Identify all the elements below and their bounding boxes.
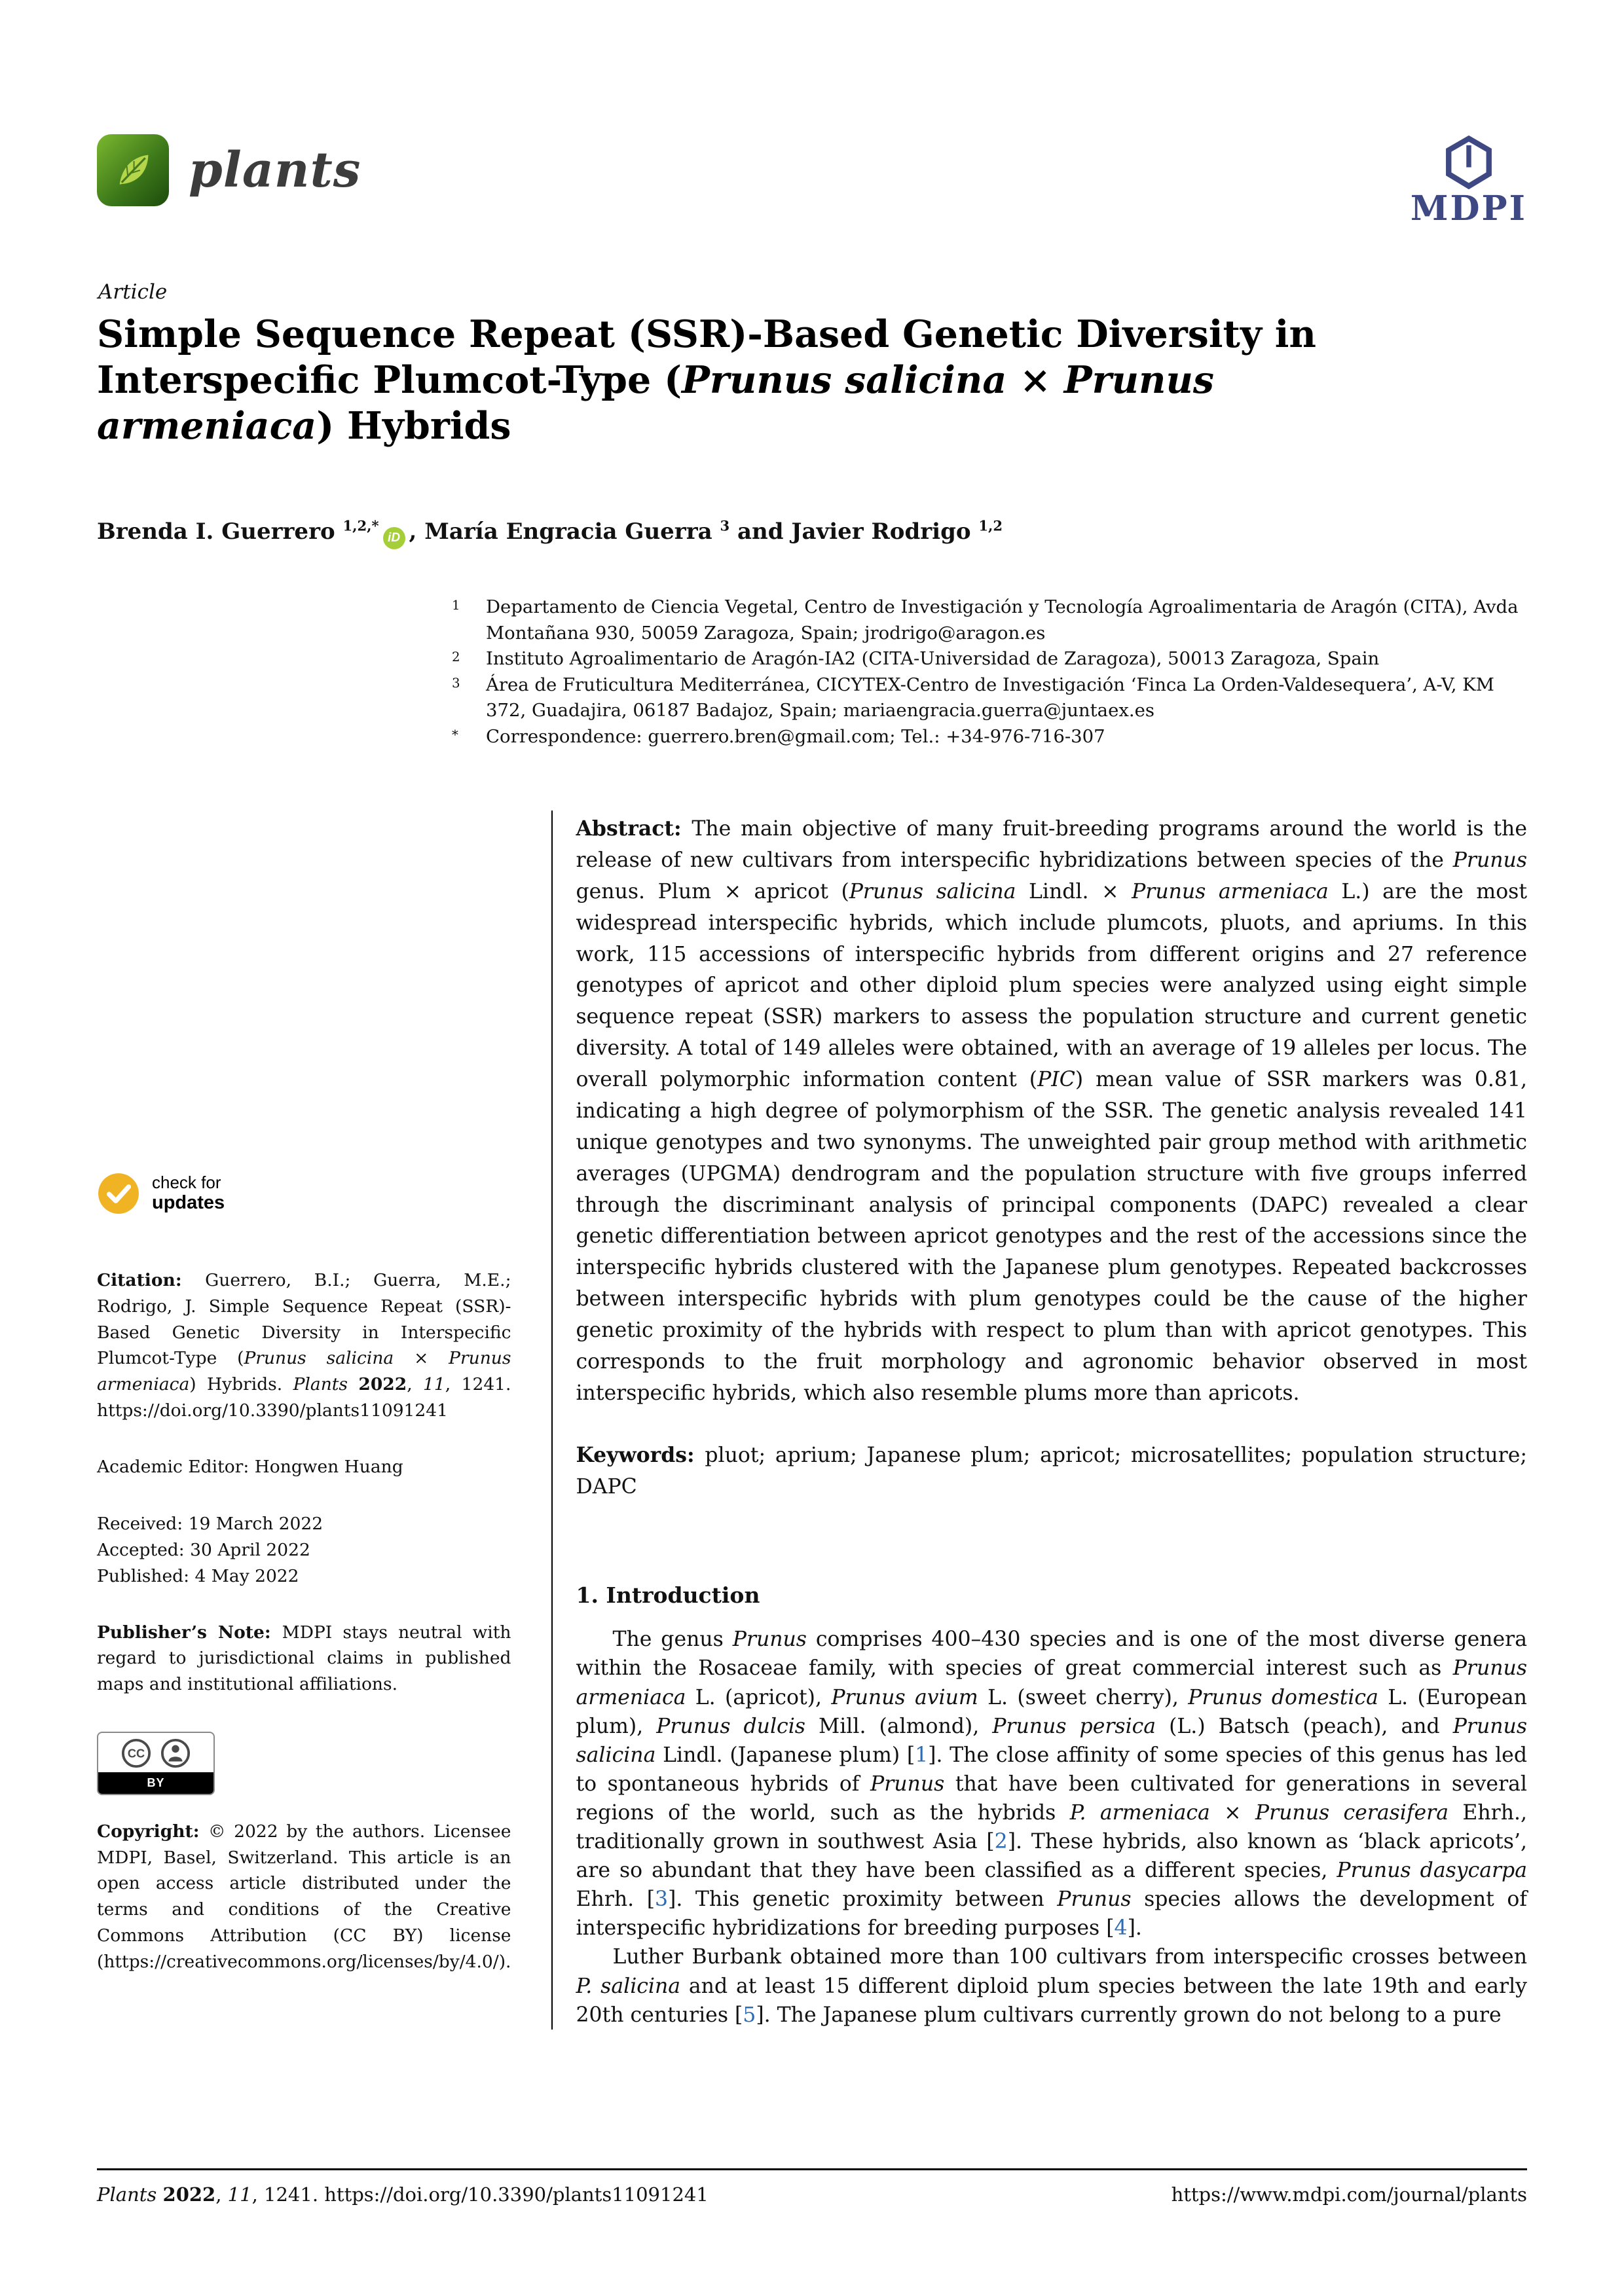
affiliation-number: 3 (452, 675, 460, 691)
intro-paragraph-2: Luther Burbank obtained more than 100 cultivars from interspecific crosses between P. salicina and at least 15 different diploid plum species between the late 19th and early 20th centuries [5]. The Japanese plum cultivars currently grown do not belong to a pure (576, 1945, 1527, 2027)
svg-text:CC: CC (127, 1747, 145, 1760)
academic-editor: Academic Editor: Hongwen Huang (97, 1456, 403, 1477)
cc-by-label: BY (98, 1772, 213, 1794)
history-dates (97, 1511, 511, 1589)
correspondence-row (452, 724, 1531, 750)
orcid-icon[interactable]: iD (383, 527, 405, 549)
copyright-block: Copyright: © 2022 by the authors. Licensee MDPI, Basel, Switzerland. This article is an open access article distributed under the terms and conditions of the Creative Commons Attribution (CC BY) license (https://creativecommons.org/licenses/by/4.0/). (97, 1821, 511, 1972)
reference-link[interactable]: 3 (654, 1887, 669, 1912)
intro-paragraph-1: The genus Prunus comprises 400–430 species and is one of the most diverse genera within the Rosaceae family, with species of great commercial interest such as Prunus armeniaca L. (apricot), Prunus avium L. (sweet cherry), Prunus domestica L. (European plum), Prunus dulcis Mill. (almond), Prunus persica (L.) Batsch (peach), and Prunus salicina Lindl. (Japanese plum) [1]. The close affinity of some species of this genus has led to spontaneous hybrids of Prunus that have been cultivated for generations in several regions of the world, such as the hybrids P. armeniaca × Prunus cerasifera Ehrh., traditionally grown in southwest Asia [2]. These hybrids, also known as ‘black apricots’, are so abundant that they have been classified as a different species, Prunus dasycarpa Ehrh. [3]. This genetic proximity between Prunus species allows the development of interspecific hybridizations for breeding purposes [4]. (576, 1628, 1528, 1941)
author-names-1: Brenda I. Guerrero $^{1,2,*}$ (97, 517, 379, 545)
left-sidebar (97, 811, 511, 2030)
reference-link[interactable]: 4 (1114, 1916, 1128, 1941)
author-line (97, 519, 1003, 549)
journal-name: plants (189, 142, 361, 198)
check-updates-line1: check for (152, 1173, 221, 1193)
accepted-date: Accepted: 30 April 2022 (97, 1540, 310, 1560)
publishers-note: Publisher’s Note: MDPI stays neutral with regard to jurisdictional claims in published maps and institutional affiliations. (97, 1622, 511, 1694)
page-header (97, 134, 1527, 226)
check-icon (97, 1172, 140, 1215)
main-column (551, 811, 1527, 2030)
mdpi-wordmark: MDPI (1410, 189, 1527, 228)
article-type-label: Article (98, 280, 168, 304)
reference-link[interactable]: 1 (915, 1743, 929, 1767)
affiliation-number: 2 (452, 649, 460, 665)
citation-block: Citation: Guerrero, B.I.; Guerra, M.E.; Rodrigo, J. Simple Sequence Repeat (SSR)-Based Genetic Diversity in Interspecific Plumcot-Type (Prunus salicina × Prunus armeniaca) Hybrids. Plants 2022, 11, 1241. https://doi.org/10.3390/plants11091241 (97, 1270, 511, 1421)
plants-leaf-icon (97, 134, 169, 206)
footer-journal-url[interactable]: https://www.mdpi.com/journal/plants (1171, 2183, 1527, 2206)
mdpi-hexagon-icon (1443, 136, 1494, 189)
affiliation-row (452, 646, 1531, 672)
keywords: Keywords: pluot; aprium; Japanese plum; apricot; microsatellites; population structure; DAPC (576, 1442, 1527, 1499)
abstract: Abstract: The main objective of many fruit-breeding programs around the world is the release of new cultivars from interspecific hybridizations between species of the Prunus genus. Plum × apricot (Prunus salicina Lindl. × Prunus armeniaca L.) are the most widespread interspecific hybrids, which include plumcots, pluots, and apriums. In this work, 115 accessions of interspecific hybrids from different origins and 27 reference genotypes of apricot and other diploid plum species were analyzed using eight simple sequence repeat (SSR) markers to assess the population structure and current genetic diversity. A total of 149 alleles were obtained, with an average of 19 alleles per locus. The overall polymorphic information content (PIC) mean value of SSR markers was 0.81, indicating a high degree of polymorphism of the SSR. The genetic analysis revealed 141 unique genotypes and two synonyms. The unweighted pair group method with arithmetic averages (UPGMA) dendrogram and the population structure with five groups inferred through the discriminant analysis of principal components (DAPC) revealed a clear genetic differentiation between apricot genotypes and the rest of the accessions since the interspecific hybrids clustered with the Japanese plum genotypes. Repeated backcrosses between interspecific hybrids with plum genotypes could be the cause of the higher genetic proximity of the hybrids with respect to plum than with apricot genotypes. This corresponds to the fruit morphology and agronomic behavior observed in most interspecific hybrids, which also resemble plums more than apricots. (576, 816, 1528, 1405)
mdpi-logo[interactable] (1411, 136, 1527, 226)
page-footer (97, 2168, 1527, 2206)
correspondence-text: Correspondence: guerrero.bren@gmail.com; Tel.: +34-976-716-307 (486, 725, 1105, 747)
check-for-updates-badge[interactable] (97, 1172, 225, 1215)
reference-link[interactable]: 2 (994, 1830, 1008, 1854)
author-names-2: , María Engracia Guerra $^3$ and Javier Rodrigo $^{1,2}$ (409, 517, 1003, 545)
person-icon (160, 1738, 191, 1768)
affiliation-row (452, 594, 1531, 646)
affiliation-number: 1 (452, 598, 460, 613)
check-updates-line2: updates (152, 1192, 225, 1214)
correspondence-marker: * (452, 727, 458, 742)
cc-icon (121, 1738, 151, 1768)
affiliation-text: Área de Fruticultura Mediterránea, CICYTEX-Centro de Investigación ‘Finca La Orden-Valdesequera’, A-V, KM 372, Guadajira, 06187 Badajoz, Spain; mariaengracia.guerra@juntaex.es (486, 674, 1494, 721)
check-updates-text (152, 1173, 225, 1214)
cc-icons (98, 1733, 213, 1772)
section-heading-introduction: 1. Introduction (576, 1582, 760, 1609)
journal-logo[interactable] (97, 134, 361, 206)
affiliation-text: Instituto Agroalimentario de Aragón-IA2 (CITA-Universidad de Zaragoza), 50013 Zaragoza, Spain (486, 648, 1380, 670)
affiliations-block (452, 594, 1531, 750)
article-title: Simple Sequence Repeat (SSR)-Based Genetic Diversity in Interspecific Plumcot-Type (Prunus salicina × Prunus armeniaca) Hybrids (97, 312, 1316, 448)
cc-by-badge[interactable] (97, 1732, 215, 1795)
footer-citation: Plants 2022, 11, 1241. https://doi.org/10.3390/plants11091241 (97, 2183, 709, 2206)
affiliation-row (452, 672, 1531, 724)
published-date: Published: 4 May 2022 (97, 1565, 299, 1586)
reference-link[interactable]: 5 (743, 2003, 756, 2027)
received-date: Received: 19 March 2022 (97, 1514, 323, 1535)
content-columns (97, 811, 1527, 2030)
affiliation-text: Departamento de Ciencia Vegetal, Centro de Investigación y Tecnología Agroalimentaria de Aragón (CITA), Avda Montañana 930, 50059 Zaragoza, Spain; jrodrigo@aragon.es (486, 596, 1519, 644)
